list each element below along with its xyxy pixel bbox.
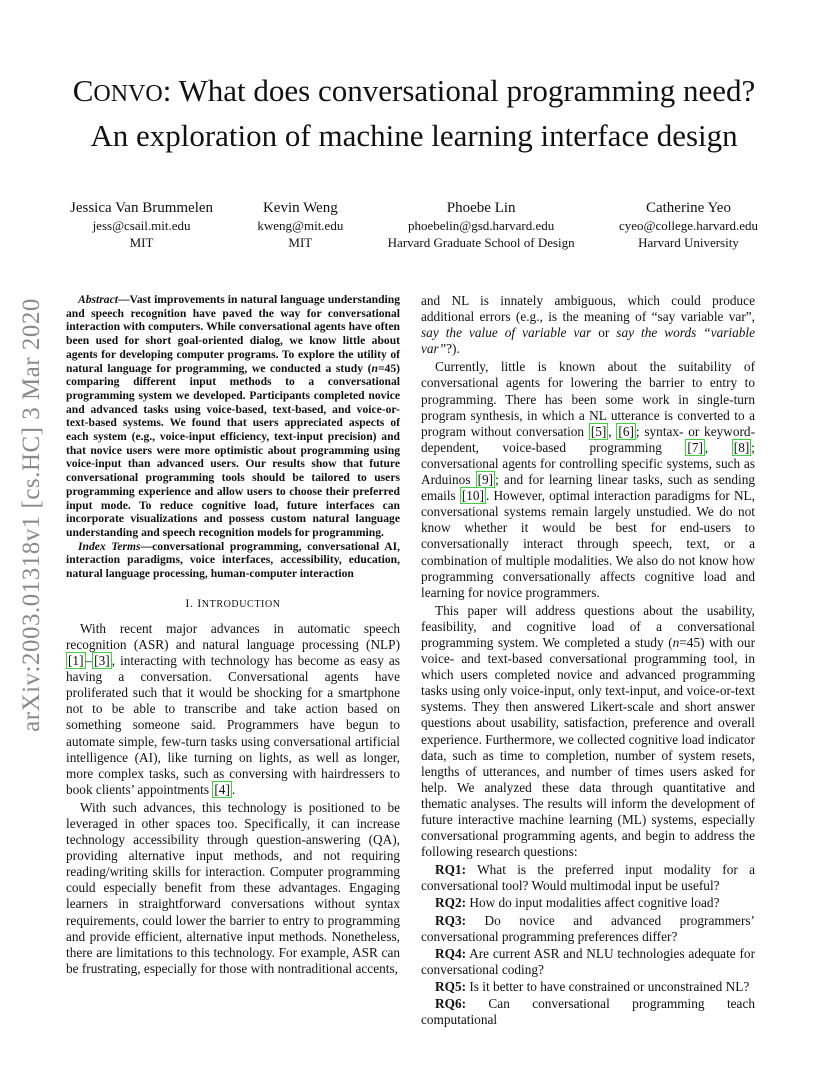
section-heading-introduction: I. INTRODUCTION — [185, 595, 281, 610]
abstract: Abstract—Vast improvements in natural language understanding and speech recognition have paved the way for conversational interaction with computers. While conversational agents have often been used for short goal-oriented dialog, we know little about agents for developing computer programs. To explore the utility of natural language for programming, we conducted a study (n=45) comparing different input methods to a conversational programming system we developed. Participants completed novice and advanced tasks using voice-based, text-based, and voice-or-text-based systems. We found that users appreciated aspects of each system (e.g., voice-input efficiency, text-input precision) and that novice users were more optimistic about programming using voice-input than advanced users. Our results show that future conversational programming tools should be tailored to users programming experience and allow users to choose their preferred input mode. To reduce cognitive load, future interfaces can incorporate visualizations and possess custom natural language understanding and speech recognition models for programming. — [66, 293, 400, 539]
right-column — [421, 293, 755, 1029]
research-question: RQ5: Is it better to have constrained or unconstrained NL? — [435, 978, 750, 994]
citation-link[interactable]: [1] — [68, 653, 84, 669]
intro-paragraph-3: Currently, little is known about the suitability of conversational agents for lowering the barrier to entry to programming. There has been some work in single-turn program synthesis, in which a NL utterance is converted to a program without conversation [5] , [6] ; syntax- or keyword-dependent, voice-based programming [7] , [8] ; conversational agents for controlling specific systems, such as Arduinos [9] ; and for learning linear tasks, such as sending emails [10] . However, optimal interaction paradigms for NL, conversational systems remain largely unstudied. We do not know whether it would be best for end-users to conversationally interact through speech, text, or a combination of multiple modalities. We also do not know how programming conversationally affects cognitive load and learning for novice programmers. — [421, 359, 755, 600]
arxiv-stamp: arXiv:2003.01318v1 [cs.HC] 3 Mar 2020 — [18, 298, 45, 732]
research-question: RQ3: Do novice and advanced programmers’ conversational programming preferences differ? — [421, 912, 755, 944]
citation-link[interactable]: [10] — [461, 488, 484, 504]
intro-paragraph-1: With recent major advances in automatic speech recognition (ASR) and natural language processing (NLP) [1] – [3] , interacting with technology has become as easy as having a conversation. Conversational agents have proliferated such that it would be shocking for a smartphone not to be able to transcribe and take action based on something someone said. Programmers have begun to automate simple, few-turn tasks using conversational artificial intelligence (AI), like turning on lights, as well as longer, more complex tasks, such as conversing with hairdressers to book clients’ appointments [4] . — [66, 620, 400, 797]
left-column — [66, 293, 400, 979]
paper-title: CONVO: What does conversational programming need? An exploration of machine learning interface design — [72, 73, 756, 153]
author-1: Jessica Van Brummelen jess@csail.mit.edu MIT — [70, 200, 214, 250]
index-terms: Index Terms—conversational programming, conversational AI, interaction paradigms, voice interfaces, accessibility, education, natural language processing, human-computer interaction — [66, 539, 400, 581]
author-4: Catherine Yeo cyeo@college.harvard.edu Harvard University — [618, 200, 758, 250]
intro-paragraph-4: This paper will address questions about the usability, feasibility, and cognitive load of a conversational programming system. We completed a study (n=45) with our voice- and text-based conversational programming tool, in which users completed novice and advanced programming tasks using only voice-input, only text-input, and voice-or-text systems. They then answered Likert-scale and short answer questions about usability, satisfaction, preference and overall experience. Furthermore, we collected cognitive load indicator data, such as time to completion, number of system resets, lengths of utterances, and number of times users asked for help. We analyzed these data through quantitative and thematic analyses. The results will inform the development of future interactive machine learning (ML) systems, especially conversational programming agents, and begin to address the following research questions: — [421, 602, 755, 860]
research-question: RQ4: Are current ASR and NLU technologies adequate for conversational coding? — [421, 945, 755, 977]
research-question: RQ1: What is the preferred input modality for a conversational tool? Would multimodal input be useful? — [421, 862, 755, 894]
citation-link[interactable]: [9] — [477, 472, 494, 488]
citation-link[interactable]: [5] — [590, 423, 607, 439]
research-question: RQ2: How do input modalities affect cognitive load? — [435, 895, 720, 911]
intro-paragraph-cont: and NL is innately ambiguous, which could produce additional errors (e.g., is the meaning of “say variable var”, say the value of variable var or say the words “variable var”?). — [421, 293, 756, 357]
citation-link[interactable]: [6] — [618, 423, 634, 439]
citation-link[interactable]: [3] — [94, 653, 110, 669]
author-block — [70, 200, 758, 251]
author-3: Phoebe Lin phoebelin@gsd.harvard.edu Harvard Graduate School of Design — [387, 200, 575, 250]
citation-link[interactable]: [7] — [687, 439, 703, 455]
citation-link[interactable]: [4] — [214, 781, 230, 797]
research-question: RQ6: Can conversational programming teach computational — [421, 996, 755, 1028]
author-2: Kevin Weng kweng@mit.edu MIT — [257, 200, 344, 250]
citation-link[interactable]: [8] — [733, 439, 750, 455]
intro-paragraph-2: With such advances, this technology is positioned to be leveraged in other spaces too. Specifically, it can increase technology accessibility through question-answering (QA), providing alternative input methods, and not requiring reading/writing skills for interaction. Computer programming could especially benefit from these advantages. Engaging learners in straightforward conversations without syntax requirements, could lower the barrier to entry to programming and provide efficient, alternative input methods. Nonetheless, there are limitations to this technology. For example, ASR can be frustrating, especially for those with nontraditional accents, — [66, 799, 400, 976]
